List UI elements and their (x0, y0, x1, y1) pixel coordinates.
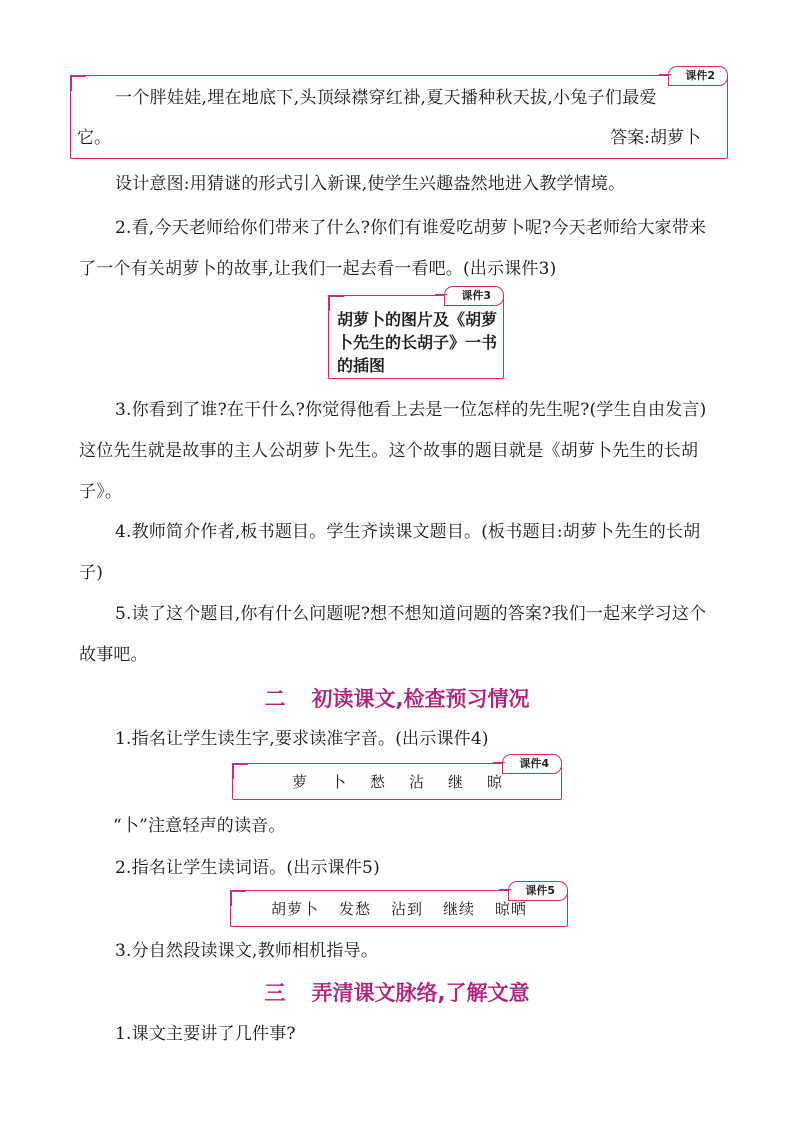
courseware-box-5 (230, 884, 568, 927)
char-item: 愁 (369, 773, 385, 791)
courseware-tag: 课件4 (502, 754, 562, 774)
char-item: 继 (448, 773, 464, 791)
word-item: 晾晒 (495, 900, 528, 918)
word-item: 沾到 (390, 900, 423, 918)
char-item: 沾 (409, 773, 425, 791)
char-item: 萝 (291, 773, 307, 791)
paragraph-5: 5.读了这个题目,你有什么问题呢?想不想知道问题的答案?我们一起来学习这个故事吧。 (79, 604, 707, 665)
riddle-line-1: 一个胖娃娃,埋在地底下,头顶绿襟穿红褂,夏天播种秋天拔,小兔子们最爱 (115, 88, 657, 108)
step-3-1: 1.课文主要讲了几件事? (115, 1024, 296, 1044)
section-heading-2 (0, 684, 794, 714)
char-row (233, 764, 561, 799)
word-item: 胡萝卜 (270, 900, 319, 918)
word-item: 发愁 (338, 900, 371, 918)
courseware-text: 胡萝卜的图片及《胡萝卜先生的长胡子》一书的插图 (337, 310, 498, 375)
courseware-tag: 课件5 (508, 881, 568, 901)
step-2-1: 1.指名让学生读生字,要求读准字音。(出示课件4) (115, 729, 489, 749)
courseware-box-3 (328, 289, 504, 379)
step-2-3: 3.分自然段读课文,教师相机指导。 (115, 941, 379, 961)
section-heading-3 (0, 978, 794, 1008)
step-2-2: 2.指名让学生读词语。(出示课件5) (115, 858, 380, 878)
paragraph-3: 3.你看到了谁?在干什么?你觉得他看上去是一位怎样的先生呢?(学生自由发言)这位先生就是故事的主人公胡萝卜先生。这个故事的题目就是《胡萝卜先生的长胡子》。 (79, 400, 707, 502)
section-number: 二 (264, 687, 286, 711)
pronunciation-note: “卜”注意轻声的读音。 (113, 816, 286, 836)
paragraph-4: 4.教师简介作者,板书题目。学生齐读课文题目。(板书题目:胡萝卜先生的长胡子) (79, 522, 701, 583)
design-intent: 设计意图:用猜谜的形式引入新课,使学生兴趣盎然地进入教学情境。 (115, 174, 626, 194)
section-number: 三 (264, 981, 286, 1005)
section-title: 弄清课文脉络,了解文意 (311, 981, 530, 1005)
char-item: 晾 (487, 773, 503, 791)
section-title: 初读课文,检查预习情况 (311, 687, 530, 711)
char-item: 卜 (330, 773, 346, 791)
riddle-line-2: 它。 (77, 128, 111, 148)
courseware-tag: 课件2 (668, 66, 728, 86)
paragraph-2: 2.看,今天老师给你们带来了什么?你们有谁爱吃胡萝卜呢?今天老师给大家带来了一个有关胡萝卜的故事,让我们一起去看一看吧。(出示课件3) (79, 218, 707, 279)
courseware-box-4 (232, 757, 562, 800)
courseware-box-2 (70, 69, 728, 159)
courseware-tag: 课件3 (444, 286, 504, 306)
riddle-answer: 答案:胡萝卜 (610, 128, 701, 148)
word-item: 继续 (443, 900, 476, 918)
word-row (231, 891, 567, 926)
